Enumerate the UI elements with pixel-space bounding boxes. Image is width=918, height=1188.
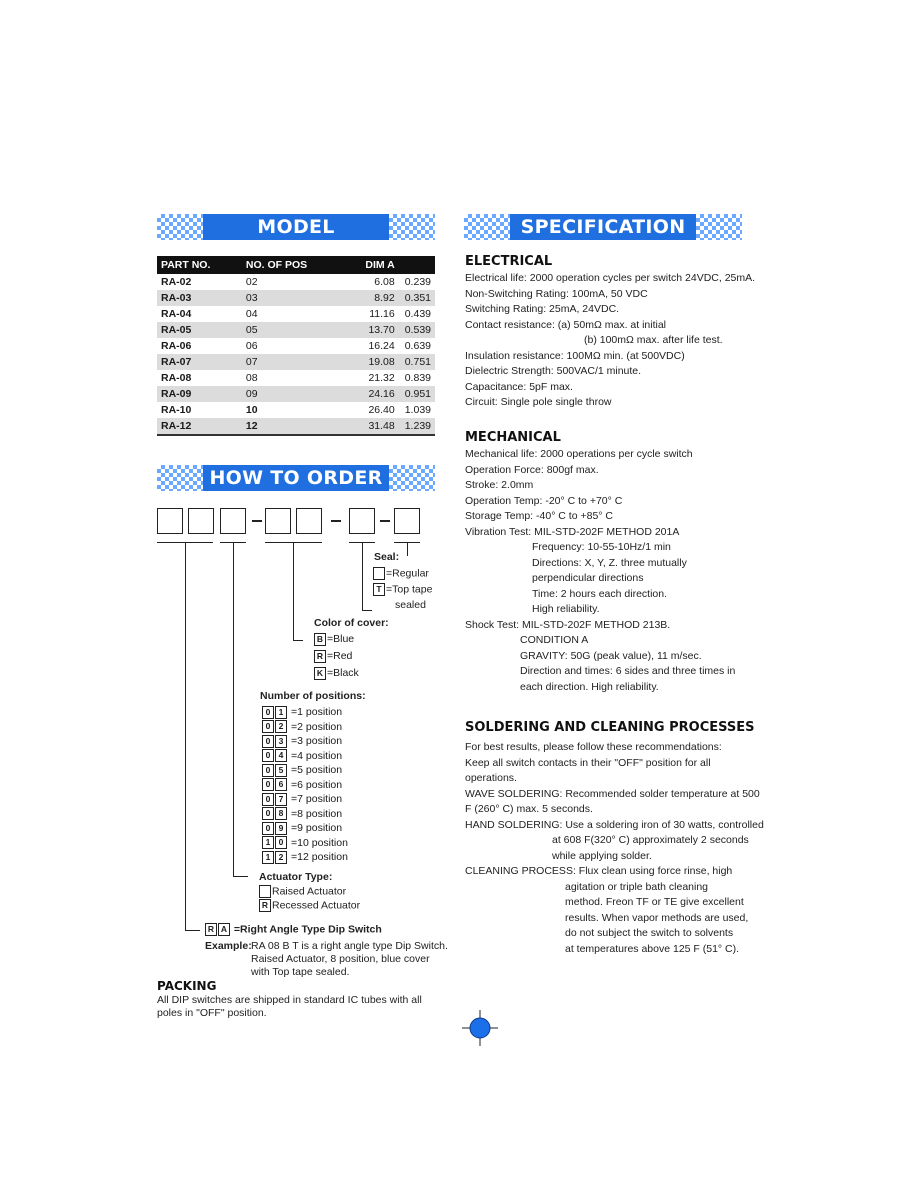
code-box-4 bbox=[265, 508, 291, 534]
position-text: =3 position bbox=[291, 735, 343, 747]
code-box-6 bbox=[349, 508, 375, 534]
position-option bbox=[262, 778, 342, 792]
spec-line: Operation Force: 800gf max. bbox=[465, 463, 599, 476]
cell-dim-inch: 1.039 bbox=[404, 404, 431, 416]
position-digit: 1 bbox=[262, 851, 274, 864]
table-row bbox=[157, 402, 435, 418]
cover-code: R bbox=[314, 650, 326, 663]
cell-dim-mm: 26.40 bbox=[368, 404, 395, 416]
seal-label: Seal: bbox=[374, 551, 400, 563]
spec-line: Electrical life: 2000 operation cycles per switch 24VDC, 25mA. bbox=[465, 272, 756, 284]
seal-top-tape: T =Top tape bbox=[373, 583, 432, 596]
code-box-2 bbox=[188, 508, 214, 534]
cell-no-of-pos: 05 bbox=[242, 322, 337, 338]
spec-line: at 608 F(320° C) approximately 2 seconds bbox=[552, 834, 749, 846]
soldering-block bbox=[465, 740, 764, 957]
position-option bbox=[262, 763, 342, 777]
position-text: =6 position bbox=[291, 778, 343, 791]
cell-dim-inch: 0.239 bbox=[404, 276, 431, 288]
position-digit: 8 bbox=[275, 807, 287, 820]
position-digit: 0 bbox=[262, 749, 274, 762]
code-box-5 bbox=[296, 508, 322, 534]
code-box-1 bbox=[157, 508, 183, 534]
spec-line: Time: 2 hours each direction. bbox=[532, 587, 668, 600]
spec-line: results. When vapor methods are used, bbox=[565, 911, 749, 924]
spec-line: at temperatures above 125 F (51° C). bbox=[565, 942, 740, 955]
position-option bbox=[262, 836, 348, 850]
position-digit: 7 bbox=[275, 793, 287, 806]
position-option bbox=[262, 792, 342, 806]
cell-part-no: RA-03 bbox=[157, 290, 242, 306]
cell-dim-mm: 13.70 bbox=[336, 322, 394, 338]
cell-part-no: RA-02 bbox=[161, 276, 192, 288]
spec-line: CONDITION A bbox=[520, 634, 589, 646]
header-dim-a: DIM A bbox=[336, 256, 394, 274]
cell-no-of-pos: 02 bbox=[245, 276, 258, 288]
table-header bbox=[157, 256, 435, 274]
spec-line: method. Freon TF or TE give excellent bbox=[565, 896, 744, 908]
position-text: =2 position bbox=[291, 720, 343, 733]
cover-option bbox=[314, 632, 354, 646]
model-banner bbox=[157, 214, 435, 240]
spec-line: Non-Switching Rating: 100mA, 50 VDC bbox=[465, 287, 648, 300]
cell-part-no: RA-08 bbox=[161, 372, 192, 384]
cell-part-no: RA-07 bbox=[157, 354, 242, 370]
positions-label: Number of positions: bbox=[260, 690, 366, 702]
cell-no-of-pos: 06 bbox=[245, 340, 258, 352]
spec-line: GRAVITY: 50G (peak value), 11 m/sec. bbox=[520, 649, 702, 662]
spec-line: For best results, please follow these recommendations: bbox=[465, 741, 722, 753]
cover-text: =Black bbox=[327, 667, 359, 679]
position-text: =1 position bbox=[291, 706, 343, 718]
spec-line: HAND SOLDERING: Use a soldering iron of 30 watts, controlled bbox=[465, 818, 764, 831]
spec-line: operations. bbox=[465, 772, 517, 784]
header-part-no: PART NO. bbox=[157, 256, 242, 274]
spec-line: while applying solder. bbox=[552, 849, 652, 862]
position-text: =4 position bbox=[291, 749, 343, 762]
spec-line: each direction. High reliability. bbox=[520, 680, 659, 693]
cover-code: B bbox=[314, 633, 326, 646]
cell-part-no: RA-12 bbox=[157, 418, 242, 435]
example-line-1: RA 08 B T is a right angle type Dip Switch. bbox=[251, 940, 448, 952]
cell-dim-mm: 19.08 bbox=[336, 354, 394, 370]
spec-line: High reliability. bbox=[532, 603, 600, 615]
position-text: =9 position bbox=[291, 822, 343, 834]
cell-dim-mm: 31.48 bbox=[336, 418, 394, 435]
position-digit: 0 bbox=[262, 706, 274, 719]
position-digit: 2 bbox=[275, 851, 287, 864]
cell-dim-mm: 16.24 bbox=[368, 340, 395, 352]
spec-line: Directions: X, Y, Z. three mutually bbox=[532, 556, 687, 569]
order-banner bbox=[157, 465, 435, 491]
spec-line: perpendicular directions bbox=[532, 572, 644, 584]
table-row bbox=[157, 370, 435, 386]
cover-option bbox=[314, 649, 352, 663]
cell-dim-inch: 0.539 bbox=[395, 322, 435, 338]
table-row bbox=[157, 274, 435, 290]
position-option bbox=[262, 807, 342, 821]
spec-line: Storage Temp: -40° C to +85° C bbox=[465, 510, 613, 522]
spec-line: F (260° C) max. 5 seconds. bbox=[465, 803, 593, 815]
table-row bbox=[157, 338, 435, 354]
packing-title: PACKING bbox=[157, 979, 217, 993]
model-title: MODEL bbox=[257, 216, 335, 238]
table-row bbox=[157, 418, 435, 435]
spec-line: Shock Test: MIL-STD-202F METHOD 213B. bbox=[465, 618, 671, 631]
position-option bbox=[262, 734, 342, 748]
position-text: =7 position bbox=[291, 793, 343, 805]
cover-label: Color of cover: bbox=[314, 617, 389, 629]
position-digit: 0 bbox=[262, 720, 274, 733]
spec-line: Circuit: Single pole single throw bbox=[465, 396, 612, 408]
position-digit: 5 bbox=[275, 764, 287, 777]
actuator-raised: Raised Actuator bbox=[259, 885, 346, 898]
example-label: Example: bbox=[205, 940, 252, 952]
table-row bbox=[157, 290, 435, 306]
actuator-recessed: R Recessed Actuator bbox=[259, 899, 360, 912]
position-text: =12 position bbox=[291, 851, 348, 863]
spec-line: do not subject the switch to solvents bbox=[565, 927, 734, 939]
position-option bbox=[262, 850, 348, 864]
position-option bbox=[262, 749, 342, 763]
cover-option bbox=[314, 666, 359, 680]
packing-line-1: All DIP switches are shipped in standard IC tubes with all bbox=[157, 994, 422, 1006]
cell-no-of-pos: 07 bbox=[242, 354, 337, 370]
position-digit: 0 bbox=[262, 735, 274, 748]
cover-text: =Red bbox=[327, 650, 353, 662]
actuator-label: Actuator Type: bbox=[259, 871, 333, 883]
position-option bbox=[262, 821, 342, 835]
position-digit: 6 bbox=[275, 778, 287, 791]
packing-line-2: poles in "OFF" position. bbox=[157, 1007, 267, 1019]
position-text: =5 position bbox=[291, 764, 343, 776]
spec-line: Switching Rating: 25mA, 24VDC. bbox=[465, 303, 620, 315]
spec-line: Direction and times: 6 sides and three times in bbox=[520, 665, 736, 677]
table-row bbox=[157, 306, 435, 322]
position-text: =8 position bbox=[291, 807, 343, 820]
mechanical-title: MECHANICAL bbox=[465, 430, 561, 445]
cell-dim-inch: 0.639 bbox=[404, 340, 431, 352]
spec-line: Operation Temp: -20° C to +70° C bbox=[465, 494, 623, 507]
code-box-7 bbox=[394, 508, 420, 534]
spec-line: Keep all switch contacts in their "OFF" position for all bbox=[465, 756, 711, 769]
spec-banner bbox=[464, 214, 742, 240]
cell-no-of-pos: 12 bbox=[242, 418, 337, 435]
cell-dim-mm: 8.92 bbox=[336, 290, 394, 306]
position-digit: 0 bbox=[275, 836, 287, 849]
position-digit: 2 bbox=[275, 720, 287, 733]
spec-line: Dielectric Strength: 500VAC/1 minute. bbox=[465, 365, 642, 377]
cell-dim-mm: 24.16 bbox=[336, 386, 394, 402]
cell-dim-inch: 0.751 bbox=[395, 354, 435, 370]
table-row bbox=[157, 354, 435, 370]
cell-part-no: RA-10 bbox=[161, 404, 192, 416]
header-dim-a-inch bbox=[395, 256, 435, 274]
position-digit: 1 bbox=[275, 706, 287, 719]
spec-line: Insulation resistance: 100MΩ min. (at 500VDC) bbox=[465, 349, 685, 362]
spec-line: Frequency: 10-55-10Hz/1 min bbox=[532, 541, 671, 553]
position-digit: 4 bbox=[275, 749, 287, 762]
cell-dim-inch: 0.839 bbox=[404, 372, 431, 384]
cell-part-no: RA-05 bbox=[157, 322, 242, 338]
series-row: R A =Right Angle Type Dip Switch bbox=[205, 923, 382, 936]
cell-no-of-pos: 09 bbox=[242, 386, 337, 402]
cell-dim-inch: 1.239 bbox=[395, 418, 435, 435]
cell-dim-inch: 0.439 bbox=[404, 308, 431, 320]
header-no-of-pos: NO. OF POS bbox=[242, 256, 337, 274]
cell-part-no: RA-06 bbox=[161, 340, 192, 352]
position-digit: 1 bbox=[262, 836, 274, 849]
registration-mark-icon bbox=[462, 1010, 498, 1046]
example-line-2: Raised Actuator, 8 position, blue cover bbox=[251, 953, 430, 965]
spec-line: WAVE SOLDERING: Recommended solder temperature at 500 bbox=[465, 787, 760, 800]
cover-text: =Blue bbox=[327, 633, 355, 645]
spec-line: Stroke: 2.0mm bbox=[465, 479, 534, 491]
code-box-3 bbox=[220, 508, 246, 534]
position-digit: 0 bbox=[262, 807, 274, 820]
spec-line: agitation or triple bath cleaning bbox=[565, 880, 709, 893]
spec-line: CLEANING PROCESS: Flux clean using force rinse, high bbox=[465, 865, 733, 877]
position-digit: 9 bbox=[275, 822, 287, 835]
cell-dim-mm: 6.08 bbox=[374, 276, 395, 288]
cell-no-of-pos: 04 bbox=[245, 308, 258, 320]
order-title: HOW TO ORDER bbox=[209, 467, 383, 489]
cell-no-of-pos: 03 bbox=[242, 290, 337, 306]
spec-line: Capacitance: 5pF max. bbox=[465, 380, 573, 393]
cell-dim-inch: 0.351 bbox=[395, 290, 435, 306]
spec-line: Mechanical life: 2000 operations per cycle switch bbox=[465, 448, 693, 460]
cell-dim-mm: 11.16 bbox=[369, 308, 395, 320]
position-digit: 0 bbox=[262, 764, 274, 777]
example-line-3: with Top tape sealed. bbox=[251, 966, 350, 978]
cell-dim-mm: 21.32 bbox=[368, 372, 395, 384]
position-digit: 0 bbox=[262, 793, 274, 806]
soldering-title: SOLDERING AND CLEANING PROCESSES bbox=[465, 720, 755, 735]
position-digit: 3 bbox=[275, 735, 287, 748]
cell-part-no: RA-09 bbox=[157, 386, 242, 402]
spec-line: Contact resistance: (a) 50mΩ max. at initial bbox=[465, 318, 667, 331]
table-row bbox=[157, 386, 435, 402]
seal-top-tape-2: sealed bbox=[395, 599, 426, 611]
spec-title: SPECIFICATION bbox=[520, 216, 686, 238]
regular-box bbox=[373, 567, 385, 580]
spec-line: Vibration Test: MIL-STD-202F METHOD 201A bbox=[465, 525, 680, 538]
cover-code: K bbox=[314, 667, 326, 680]
position-digit: 0 bbox=[262, 778, 274, 791]
seal-regular: =Regular bbox=[373, 567, 429, 580]
electrical-title: ELECTRICAL bbox=[465, 254, 553, 269]
cell-dim-inch: 0.951 bbox=[395, 386, 435, 402]
model-table bbox=[157, 256, 435, 436]
position-digit: 0 bbox=[262, 822, 274, 835]
position-option bbox=[262, 705, 342, 719]
position-text: =10 position bbox=[291, 836, 348, 849]
cell-no-of-pos: 08 bbox=[245, 372, 258, 384]
position-option bbox=[262, 720, 342, 734]
electrical-block bbox=[465, 271, 755, 411]
mechanical-block bbox=[465, 447, 735, 695]
cell-part-no: RA-04 bbox=[161, 308, 192, 320]
table-row bbox=[157, 322, 435, 338]
cell-no-of-pos: 10 bbox=[245, 404, 258, 416]
spec-line: (b) 100mΩ max. after life test. bbox=[584, 334, 723, 346]
